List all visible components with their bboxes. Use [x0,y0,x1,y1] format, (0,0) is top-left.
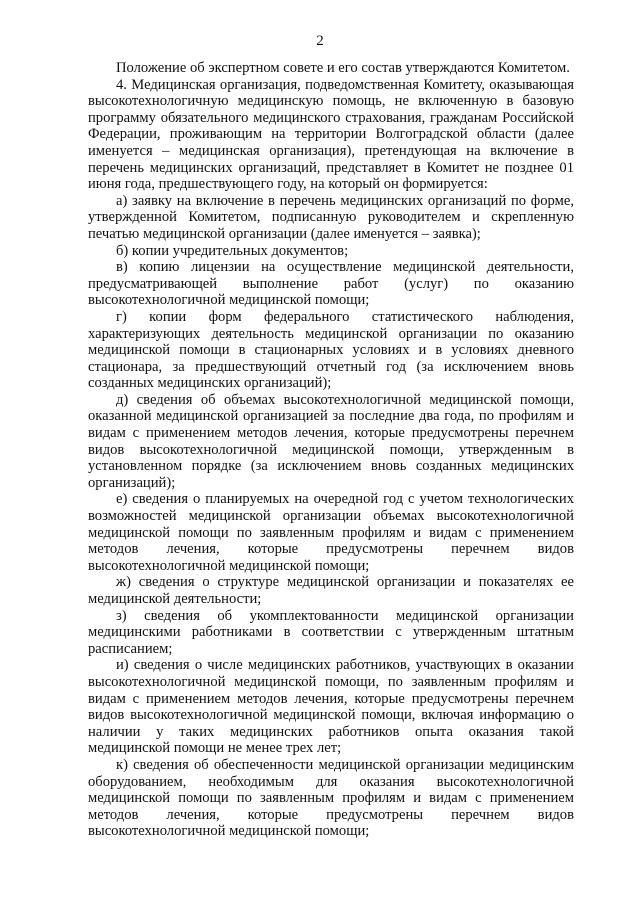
document-body [88,60,574,840]
paragraph-subitem-d: д) сведения об объемах высокотехнологичной медицинской помощи, оказанной медицинской организацией за последние два года, по профилям и видам с применением методов лечения, которые предусмотрены перечнем видов высокотехнологичной медицинской помощи, утвержденным в установленном порядке (за исключением вновь созданных медицинских организаций); [88,391,574,491]
paragraph-subitem-i: и) сведения о числе медицинских работников, участвующих в оказании высокотехнологичной медицинской помощи, по заявленным профилям и видам с применением методов лечения, которые предусмотрены перечнем видов высокотехнологичной медицинской помощи, включая информацию о наличии у таких медицинских работников опыта оказания такой медицинской помощи не менее трех лет; [88,657,574,757]
paragraph-item-4: 4. Медицинская организация, подведомственная Комитету, оказывающая высокотехнологичную медицинскую помощь, не включенную в базовую программу обязательного медицинского страхования, гражданам Российской Федерации, проживающим на территории Волгоградской области (далее именуется – медицинская организация), претендующая на включение в перечень медицинских организаций, представляет в Комитет не позднее 01 июня года, предшествующего году, на который он формируется: [88,76,574,193]
paragraph-subitem-z: з) сведения об укомплектованности медицинской организации медицинскими работниками в соответствии с утвержденным штатным расписанием; [88,607,574,657]
paragraph-subitem-v: в) копию лицензии на осуществление медицинской деятельности, предусматривающей выполнение работ (услуг) по оказанию высокотехнологичной медицинской помощи; [88,259,574,309]
paragraph-subitem-k: к) сведения об обеспеченности медицинской организации медицинским оборудованием, необходимым для оказания высокотехнологичной медицинской помощи по заявленным профилям и видам с применением методов лечения, которые предусмотрены перечнем видов высокотехнологичной медицинской помощи; [88,756,574,840]
paragraph-subitem-g: г) копии форм федерального статистического наблюдения, характеризующих деятельность медицинской организации по оказанию медицинской помощи в стационарных условиях и в условиях дневного стационара, за предшествующий отчетный год (за исключением вновь созданных медицинских организаций); [88,308,574,392]
paragraph-expert-council: Положение об экспертном совете и его состав утверждаются Комитетом. [116,60,570,76]
paragraph-subitem-b: б) копии учредительных документов; [116,242,349,259]
paragraph-subitem-a: а) заявку на включение в перечень медицинских организаций по форме, утвержденной Комитетом, подписанную руководителем и скрепленную печатью медицинской организации (далее именуется – заявка); [88,192,574,242]
paragraph-subitem-e: е) сведения о планируемых на очередной год с учетом технологических возможностей медицинской организации объемах высокотехнологичной медицинской помощи по заявленным профилям и видам с применением методов лечения, которые предусмотрены перечнем видов высокотехнологичной медицинской помощи; [88,491,574,574]
paragraph-subitem-zh: ж) сведения о структуре медицинской организации и показателях ее медицинской деятельности; [88,574,574,607]
page-number: 2 [316,33,324,49]
